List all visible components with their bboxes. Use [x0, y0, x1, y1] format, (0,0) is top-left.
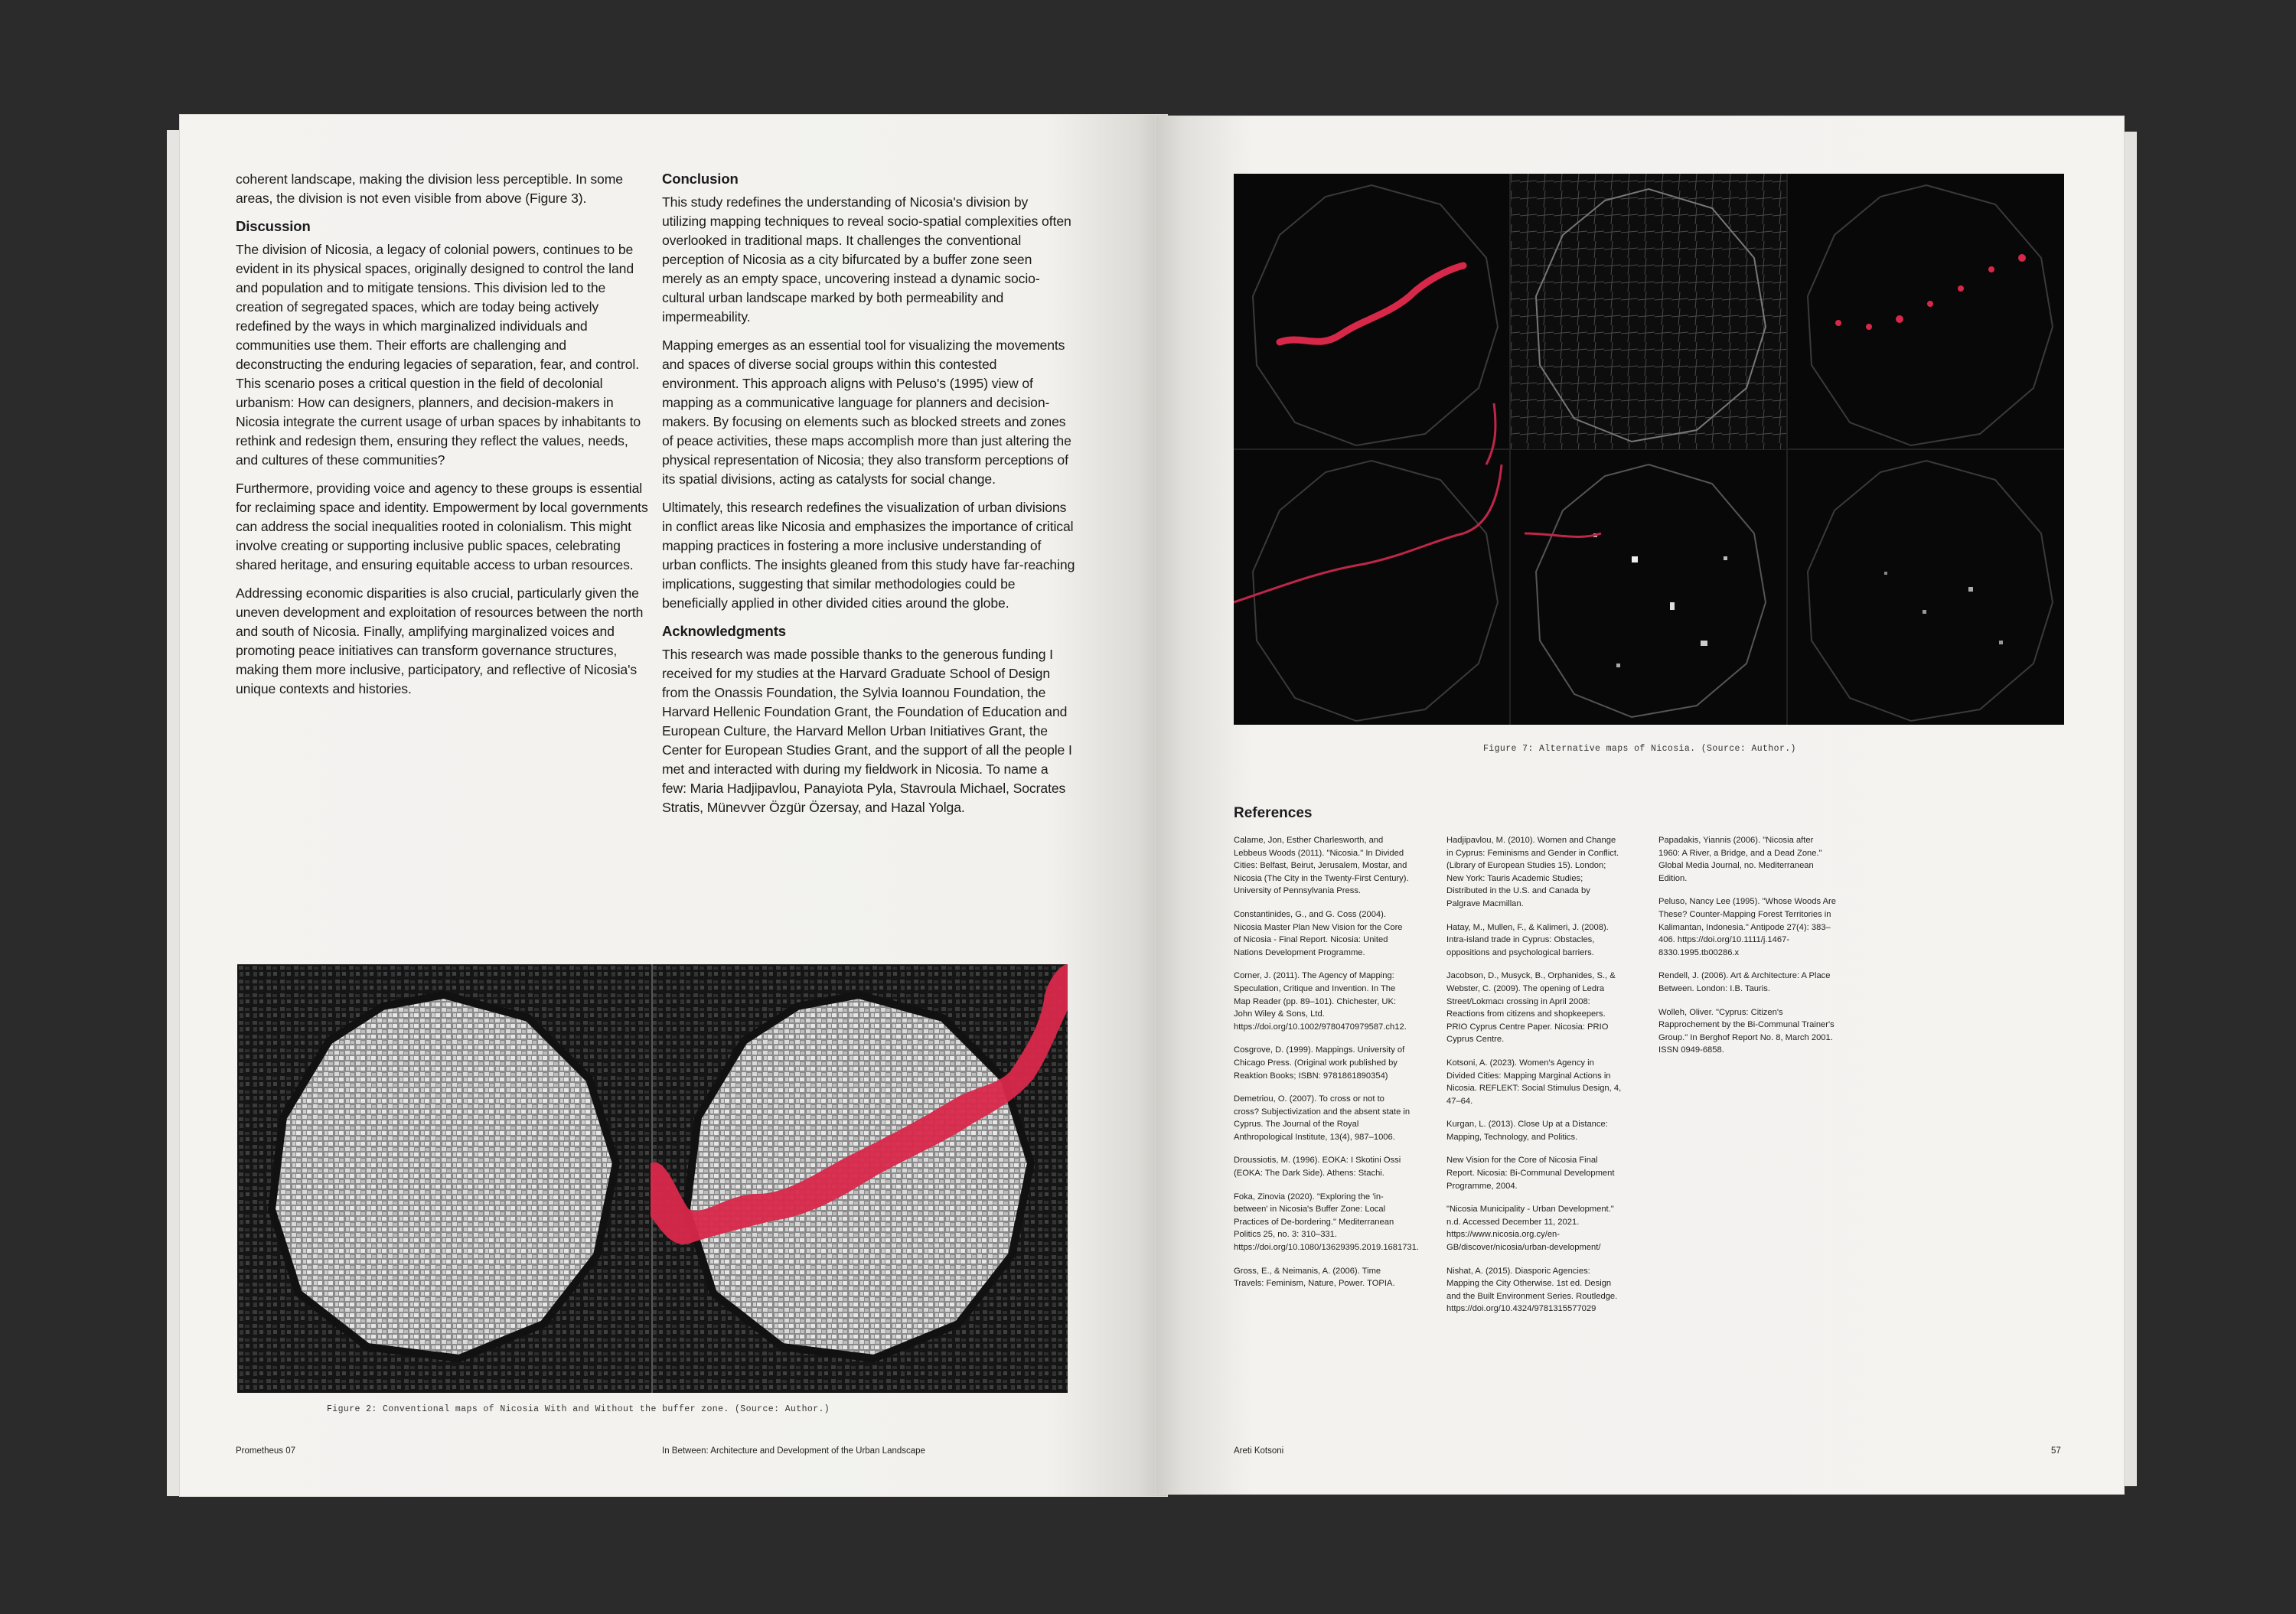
conclusion-paragraph-3: Ultimately, this research redefines the visualization of urban divisions in conflict areas like Nicosia and emphasizes the importance of critical mapping practices in fostering a more inclusive understanding of urban conflicts. The insights gleaned from this study have far-reaching implications, suggesting that similar methodologies could be beneficially applied in other divided cities around the globe.: [662, 500, 1075, 611]
reference-item: Nishat, A. (2015). Diasporic Agencies: Mapping the City Otherwise. 1st ed. Design and the Built Environment Series. Routledge. https://doi.org/10.4324/9781315577029: [1446, 1266, 1618, 1314]
reference-item: Kurgan, L. (2013). Close Up at a Distance: Mapping, Technology, and Politics.: [1446, 1120, 1608, 1142]
references-column-1: [1234, 834, 1419, 1301]
footer-right-author: Areti Kotsoni: [1234, 1446, 1284, 1456]
references-heading: References: [1234, 805, 1313, 821]
reference-item: Hadjipavlou, M. (2010). Women and Change in Cyprus: Feminisms and Gender in Conflict. (Library of European Studies 15). London; New York: Tauris Academic Studies; Distributed in the U.S. and Canada by Palgrave Macmillan.: [1446, 836, 1619, 908]
figure-7-maps: [1234, 174, 2064, 725]
footer-left-journal: Prometheus 07: [236, 1446, 295, 1456]
reference-item: Hatay, M., Mullen, F., & Kalimeri, J. (2008). Intra-island trade in Cyprus: Obstacles, oppositions and psychological barriers.: [1446, 922, 1609, 957]
references-column-2: [1446, 834, 1624, 1326]
reference-item: Jacobson, D., Musyck, B., Orphanides, S., & Webster, C. (2009). The opening of Ledra Street/Lokmacı crossing in April 2008: Reactions from citizens and shopkeepers. PRIO Cyprus Centre Paper. Nicosia: PRIO Cyprus Centre.: [1446, 971, 1616, 1045]
figure-2-maps: [237, 964, 1068, 1393]
reference-item: Kotsoni, A. (2023). Women's Agency in Divided Cities: Mapping Marginal Actions in Nicosia. REFLEKT: Social Stimulus Design, 4, 47–64.: [1446, 1058, 1622, 1106]
reference-item: Peluso, Nancy Lee (1995). "Whose Woods Are These? Counter-Mapping Forest Territories in Kalimantan, Indonesia." Antipode 27(4): 383–406. https://doi.org/10.1111/j.1467-8330.1995.tb00286.x: [1658, 897, 1836, 957]
reference-item: Foka, Zinovia (2020). "Exploring the 'in-between' in Nicosia's Buffer Zone: Local Practices of De-bordering." Mediterranean Politics 25, no. 3: 310–331. https://doi.org/10.1080/13629395.2019.1681731.: [1234, 1192, 1419, 1253]
left-column-2: [662, 170, 1075, 827]
discussion-paragraph-3: Addressing economic disparities is also crucial, particularly given the uneven development and exploitation of resources between the north and south of Nicosia. Finally, amplifying marginalized voices and promoting peace initiatives can transform governance structures, making them more inclusive, participatory, and reflective of Nicosia's unique contexts and histories.: [236, 585, 644, 696]
reference-item: Demetriou, O. (2007). To cross or not to cross? Subjectivization and the absent state in Cyprus. The Journal of the Royal Anthropological Institute, 13(4), 987–1006.: [1234, 1094, 1411, 1142]
figure-7-caption: Figure 7: Alternative maps of Nicosia. (Source: Author.): [1483, 744, 1796, 754]
reference-item: Wolleh, Oliver. "Cyprus: Citizen's Rapprochement by the Bi-Communal Trainer's Group." In Berghof Report No. 8, March 2001. ISSN 0949-6858.: [1658, 1007, 1835, 1055]
acknowledgments-paragraph: This research was made possible thanks to the generous funding I received for my studies at the Harvard Graduate School of Design from the Onassis Foundation, the Sylvia Ioannou Foundation, the Harvard Hellenic Foundation Grant, the Foundation of Education and European Culture, the Harvard Mellon Urban Initiatives Grant, the Center for European Studies Grant, and the support of all the people I met and interacted with during my fieldwork in Nicosia. To name a few: Maria Hadjipavlou, Panayiota Pyla, Stavroula Michael, Socrates Stratis, Münevver Özgür Özersay, and Hazal Yolga.: [662, 647, 1072, 815]
left-column-1: [236, 170, 649, 708]
reference-item: Rendell, J. (2006). Art & Architecture: A Place Between. London: I.B. Tauris.: [1658, 971, 1831, 993]
conclusion-paragraph-1: This study redefines the understanding of Nicosia's division by utilizing mapping techniques to reveal socio-spatial complexities often overlooked in traditional maps. It challenges the conventional perception of Nicosia as a city bifurcated by a buffer zone seen merely as an empty space, uncovering instead a dynamic socio-cultural urban landscape marked by both permeability and impermeability.: [662, 194, 1071, 324]
reference-item: Droussiotis, M. (1996). EOKA: I Skotini Ossi (EOKA: The Dark Side). Athens: Stachi.: [1234, 1156, 1401, 1179]
right-page: [1156, 116, 2124, 1494]
figure-7-image: [1234, 174, 2064, 725]
reference-item: Corner, J. (2011). The Agency of Mapping: Speculation, Critique and Invention. In The Map Reader (pp. 89–101). Chichester, UK: John Wiley & Sons, Ltd. https://doi.org/10.1002/9780470979587.ch12.: [1234, 971, 1407, 1032]
conclusion-heading: Conclusion: [662, 171, 739, 187]
reference-item: Calame, Jon, Esther Charlesworth, and Lebbeus Woods (2011). "Nicosia." In Divided Cities: Belfast, Beirut, Jerusalem, Mostar, and Nicosia (The City in the Twenty-First Century). University of Pennsylvania Press.: [1234, 836, 1409, 896]
intro-paragraph: coherent landscape, making the division less perceptible. In some areas, the division is not even visible from above (Figure 3).: [236, 171, 623, 206]
discussion-paragraph-1: The division of Nicosia, a legacy of colonial powers, continues to be evident in its physical spaces, originally designed to control the land and population and to mitigate tensions. This division led to the creation of segregated spaces, which are today being actively redefined by the ways in which marginalized individuals and communities use them. Their efforts are challenging and deconstructing the enduring legacies of separation, fear, and control. This scenario poses a critical question in the field of decolonial urbanism: How can designers, planners, and decision-makers in Nicosia integrate the current usage of urban spaces by inhabitants to rethink and redesign them, ensuring they reflect the values, needs, and cultures of these communities?: [236, 242, 641, 468]
reference-item: Constantinides, G., and G. Coss (2004). Nicosia Master Plan New Vision for the Core of Nicosia - Final Report. Nicosia: United Nations Development Programme.: [1234, 909, 1403, 957]
figure-2-image: [237, 964, 1068, 1393]
discussion-heading: Discussion: [236, 218, 311, 234]
footer-left-title: In Between: Architecture and Development of the Urban Landscape: [662, 1446, 925, 1456]
map-panel-2: [1511, 174, 1786, 449]
reference-item: New Vision for the Core of Nicosia Final Report. Nicosia: Bi-Communal Development Programme, 2004.: [1446, 1156, 1615, 1191]
left-page: [180, 115, 1167, 1496]
discussion-paragraph-2: Furthermore, providing voice and agency to these groups is essential for reclaiming space and identity. Empowerment by local governments can address the social inequalities rooted in colonialism. This might involve creating or supporting inclusive public spaces, celebrating shared heritage, and ensuring equitable access to urban resources.: [236, 481, 648, 572]
reference-item: Cosgrove, D. (1999). Mappings. University of Chicago Press. (Original work published by Reaktion Books; ISBN: 9781861890354): [1234, 1045, 1405, 1081]
figure-2-caption: Figure 2: Conventional maps of Nicosia With and Without the buffer zone. (Source: Author.): [327, 1404, 830, 1414]
reference-item: Papadakis, Yiannis (2006). "Nicosia after 1960: A River, a Bridge, and a Dead Zone." Global Media Journal, no. Mediterranean Edition.: [1658, 836, 1822, 883]
footer-page-number: 57: [2051, 1446, 2061, 1456]
references-column-3: [1658, 834, 1836, 1068]
reference-item: Gross, E., & Neimanis, A. (2006). Time Travels: Feminism, Nature, Power. TOPIA.: [1234, 1266, 1395, 1289]
reference-item: "Nicosia Municipality - Urban Development." n.d. Accessed December 11, 2021. https://www.nicosia.org.cy/en-GB/discover/nicosia/urban-development/: [1446, 1205, 1614, 1253]
conclusion-paragraph-2: Mapping emerges as an essential tool for visualizing the movements and spaces of diverse social groups within this contested environment. This approach aligns with Peluso's (1995) view of mapping as a communicative language for planners and decision-makers. By focusing on elements such as blocked streets and zones of peace activities, these maps accomplish more than just altering the physical representation of Nicosia; they also transform perceptions of its spatial divisions, acting as catalysts for social change.: [662, 337, 1071, 487]
acknowledgments-heading: Acknowledgments: [662, 623, 786, 639]
